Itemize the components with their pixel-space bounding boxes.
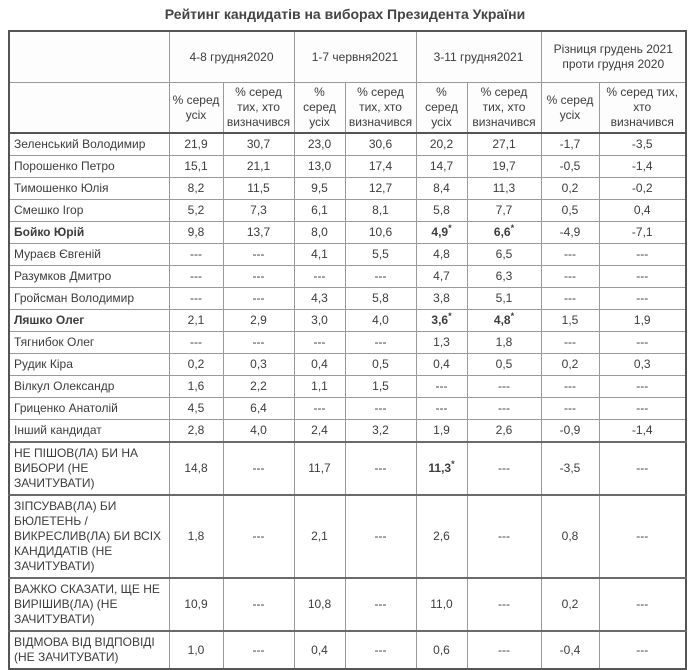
value-cell: 0,3 [223,354,294,376]
value-cell: 30,6 [345,133,416,156]
value-cell: --- [223,578,294,631]
candidate-name-cell: Гриценко Анатолій [9,398,169,420]
value-cell: 0,2 [541,354,599,376]
value-cell: -3,5 [599,133,686,156]
value-cell: 4,0 [345,310,416,332]
value-cell: 2,4 [294,420,345,443]
value-cell: 2,2 [223,376,294,398]
value-cell: -0,9 [541,420,599,443]
value-cell: -4,9 [541,222,599,244]
value-cell: 6,5 [467,244,541,266]
value-cell: 4,7 [416,266,467,288]
value-cell: 11,7 [294,442,345,495]
table-row [9,495,686,578]
column-group-header: Різниця грудень 2021 проти грудня 2020 [541,31,686,83]
value-cell: -0,4 [541,631,599,669]
value-cell: --- [599,495,686,578]
value-cell: 8,4 [416,178,467,200]
table-row [9,398,686,420]
value-cell: --- [599,376,686,398]
value-cell: --- [541,398,599,420]
table-row [9,222,686,244]
value-cell: 4,3 [294,288,345,310]
candidate-name-cell: Мураєв Євгеній [9,244,169,266]
value-cell: --- [169,266,223,288]
value-cell: 11,5 [223,178,294,200]
value-cell: 23,0 [294,133,345,156]
value-cell: 0,5 [541,200,599,222]
value-cell: 15,1 [169,156,223,178]
value-cell: 9,8 [169,222,223,244]
value-cell: 1,8 [169,495,223,578]
value-cell: 10,6 [345,222,416,244]
value-cell: --- [467,376,541,398]
value-cell: 1,5 [541,310,599,332]
value-cell: 30,7 [223,133,294,156]
value-cell: 0,5 [345,354,416,376]
value-cell: 2,1 [169,310,223,332]
value-cell: 2,8 [169,420,223,443]
value-cell: 8,0 [294,222,345,244]
value-cell: 20,2 [416,133,467,156]
value-cell: 1,8 [467,332,541,354]
candidate-name-cell: Рудик Кіра [9,354,169,376]
value-cell: 13,0 [294,156,345,178]
value-cell: 1,3 [416,332,467,354]
table-row [9,133,686,156]
value-cell: --- [345,266,416,288]
table-row [9,631,686,669]
table-row [9,266,686,288]
value-cell: --- [223,266,294,288]
header-group-row [9,31,686,83]
value-cell: 6,4 [223,398,294,420]
value-cell: -1,4 [599,156,686,178]
value-cell: --- [541,376,599,398]
candidate-name-cell: Порошенко Петро [9,156,169,178]
table-header [9,31,686,133]
value-cell: -0,2 [599,178,686,200]
corner-cell [9,31,169,83]
value-cell: --- [169,244,223,266]
candidate-name-cell: Ляшко Олег [9,310,169,332]
value-cell: -1,4 [599,420,686,443]
candidate-name-cell: Інший кандидат [9,420,169,443]
value-cell: 4,5 [169,398,223,420]
table-row [9,244,686,266]
value-cell: --- [345,332,416,354]
value-cell: --- [599,578,686,631]
value-cell: 0,6 [416,631,467,669]
value-cell: --- [541,244,599,266]
value-cell: 5,1 [467,288,541,310]
value-cell: 21,1 [223,156,294,178]
value-cell: 2,6 [416,495,467,578]
column-subheader: % серед усіх [169,83,223,134]
page-title: Рейтинг кандидатів на виборах Президента України [164,6,526,22]
value-cell: --- [416,398,467,420]
value-cell: 4,8* [467,310,541,332]
value-cell: 1,1 [294,376,345,398]
column-subheader: % серед тих, хто визначився [223,83,294,134]
value-cell: 12,7 [345,178,416,200]
value-cell: 7,3 [223,200,294,222]
column-group-header: 3-11 грудня2021 [416,31,541,83]
value-cell: --- [599,442,686,495]
candidate-name-cell: Тягнибок Олег [9,332,169,354]
value-cell: 6,6* [467,222,541,244]
table-row [9,178,686,200]
value-cell: 5,5 [345,244,416,266]
value-cell: --- [599,631,686,669]
value-cell: 3,6* [416,310,467,332]
column-subheader: % серед усіх [416,83,467,134]
value-cell: 5,8 [345,288,416,310]
candidate-name-cell: Тимошенко Юлія [9,178,169,200]
value-cell: 13,7 [223,222,294,244]
candidate-name-cell: Зеленський Володимир [9,133,169,156]
ratings-table [8,30,687,670]
value-cell: --- [223,495,294,578]
value-cell: --- [599,332,686,354]
value-cell: 4,9* [416,222,467,244]
value-cell: --- [345,495,416,578]
candidate-name-cell: Разумков Дмитро [9,266,169,288]
value-cell: -0,5 [541,156,599,178]
value-cell: 11,0 [416,578,467,631]
value-cell: --- [345,442,416,495]
value-cell: --- [223,244,294,266]
value-cell: --- [345,578,416,631]
value-cell: 8,2 [169,178,223,200]
value-cell: --- [223,442,294,495]
table-row [9,420,686,443]
value-cell: 1,5 [345,376,416,398]
value-cell: --- [223,288,294,310]
value-cell: --- [294,266,345,288]
table-row [9,442,686,495]
value-cell: 4,0 [223,420,294,443]
candidate-name-cell: Смешко Ігор [9,200,169,222]
value-cell: 21,9 [169,133,223,156]
value-cell: 1,9 [599,310,686,332]
table-row [9,354,686,376]
candidate-name-cell: ЗІПСУВАВ(ЛА) БИ БЮЛЕТЕНЬ / ВИКРЕСЛИВ(ЛА) БИ ВСІХ КАНДИДАТІВ (НЕ ЗАЧИТУВАТИ) [9,495,169,578]
column-group-header: 4-8 грудня2020 [169,31,294,83]
value-cell: 2,9 [223,310,294,332]
value-cell: --- [541,288,599,310]
value-cell: --- [541,266,599,288]
value-cell: 2,1 [294,495,345,578]
value-cell: 3,2 [345,420,416,443]
column-group-header: 1-7 червня2021 [294,31,416,83]
value-cell: --- [467,631,541,669]
column-subheader: % серед тих, хто визначився [467,83,541,134]
corner-cell [9,83,169,134]
value-cell: --- [599,398,686,420]
value-cell: 0,4 [294,354,345,376]
value-cell: 17,4 [345,156,416,178]
column-subheader: % серед тих, хто визначився [599,83,686,134]
value-cell: 6,1 [294,200,345,222]
value-cell: 0,4 [599,200,686,222]
candidate-name-cell: ВІДМОВА ВІД ВІДПОВІДІ (НЕ ЗАЧИТУВАТИ) [9,631,169,669]
value-cell: --- [599,288,686,310]
value-cell: --- [416,376,467,398]
value-cell: --- [294,398,345,420]
value-cell: 9,5 [294,178,345,200]
value-cell: 0,4 [416,354,467,376]
value-cell: 7,7 [467,200,541,222]
candidate-name-cell: ВАЖКО СКАЗАТИ, ЩЕ НЕ ВИРІШИВ(ЛА) (НЕ ЗАЧИТУВАТИ) [9,578,169,631]
value-cell: --- [169,288,223,310]
value-cell: --- [467,398,541,420]
value-cell: --- [169,332,223,354]
candidate-name-cell: НЕ ПІШОВ(ЛА) БИ НА ВИБОРИ (НЕ ЗАЧИТУВАТИ) [9,442,169,495]
table-row [9,288,686,310]
column-subheader: % серед усіх [541,83,599,134]
value-cell: 14,7 [416,156,467,178]
value-cell: 10,8 [294,578,345,631]
value-cell: 8,1 [345,200,416,222]
candidate-name-cell: Гройсман Володимир [9,288,169,310]
value-cell: 11,3* [416,442,467,495]
value-cell: 1,9 [416,420,467,443]
value-cell: 0,2 [541,178,599,200]
value-cell: --- [599,266,686,288]
value-cell: --- [345,631,416,669]
value-cell: 1,0 [169,631,223,669]
value-cell: 19,7 [467,156,541,178]
candidate-name-cell: Вілкул Олександр [9,376,169,398]
value-cell: 3,0 [294,310,345,332]
value-cell: -3,5 [541,442,599,495]
value-cell: 1,6 [169,376,223,398]
value-cell: 14,8 [169,442,223,495]
value-cell: 27,1 [467,133,541,156]
table-body [9,133,686,669]
column-subheader: % серед тих, хто визначився [345,83,416,134]
value-cell: 4,8 [416,244,467,266]
value-cell: 3,8 [416,288,467,310]
value-cell: --- [345,398,416,420]
table-row [9,200,686,222]
value-cell: 6,3 [467,266,541,288]
value-cell: 0,4 [294,631,345,669]
table-row [9,578,686,631]
value-cell: 0,3 [599,354,686,376]
candidate-name-cell: Бойко Юрій [9,222,169,244]
value-cell: 5,2 [169,200,223,222]
column-subheader: % серед усіх [294,83,345,134]
value-cell: 2,6 [467,420,541,443]
value-cell: -1,7 [541,133,599,156]
header-sub-row [9,83,686,134]
value-cell: 0,2 [541,578,599,631]
value-cell: --- [294,332,345,354]
value-cell: --- [599,244,686,266]
value-cell: 0,2 [169,354,223,376]
table-row [9,310,686,332]
value-cell: --- [223,631,294,669]
table-row [9,156,686,178]
value-cell: --- [467,442,541,495]
value-cell: --- [467,495,541,578]
value-cell: 0,8 [541,495,599,578]
value-cell: --- [223,332,294,354]
value-cell: -7,1 [599,222,686,244]
table-row [9,332,686,354]
value-cell: --- [467,578,541,631]
value-cell: --- [541,332,599,354]
value-cell: 10,9 [169,578,223,631]
value-cell: 11,3 [467,178,541,200]
table-row [9,376,686,398]
value-cell: 0,5 [467,354,541,376]
value-cell: 4,1 [294,244,345,266]
value-cell: 5,8 [416,200,467,222]
